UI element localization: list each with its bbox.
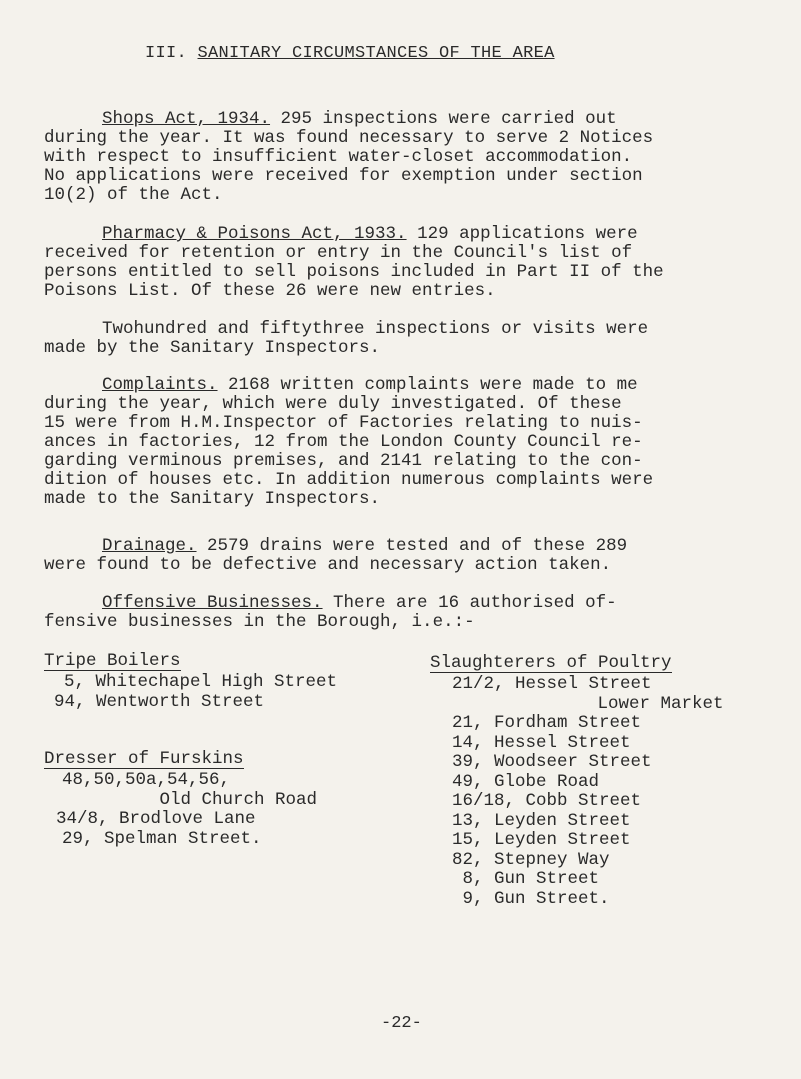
paragraph-line: persons entitled to sell poisons included in Part II of the: [44, 262, 664, 282]
tripe-boilers-list: [44, 652, 337, 712]
list-item: 82, Stepney Way: [452, 849, 610, 870]
furskins-list: [44, 750, 317, 849]
paragraph-line: made to the Sanitary Inspectors.: [44, 489, 381, 509]
section-title: [145, 44, 555, 63]
inspections-first-line: Twohundred and fiftythree inspections or visits were: [102, 319, 649, 339]
section-number: III.: [145, 44, 198, 63]
list-item: 34/8, Brodlove Lane: [56, 809, 256, 829]
poultry-heading: Slaughterers of Poultry: [430, 653, 672, 673]
complaints-first-line: Complaints. 2168 written complaints were made to me: [102, 375, 638, 395]
paragraph-line: fensive businesses in the Borough, i.e.:-: [44, 612, 475, 632]
shops-act-paragraph: [44, 110, 756, 205]
pharmacy-first-line: Pharmacy & Poisons Act, 1933. 129 applications were: [102, 224, 638, 244]
list-item: 5, Whitechapel High Street: [64, 672, 338, 692]
page-number: -22-: [381, 1014, 422, 1033]
offensive-paragraph: [44, 594, 756, 632]
offensive-heading: Offensive Businesses.: [102, 593, 323, 613]
shops-act-heading: Shops Act, 1934.: [102, 109, 271, 129]
complaints-heading: Complaints.: [102, 375, 218, 395]
paragraph-line: dition of houses etc. In addition numerous complaints were: [44, 470, 654, 490]
list-item: 39, Woodseer Street: [452, 752, 652, 772]
complaints-paragraph: [44, 376, 756, 509]
list-item: 29, Spelman Street.: [62, 828, 262, 849]
paragraph-line: were found to be defective and necessary action taken.: [44, 555, 612, 575]
paragraph-line: during the year. It was found necessary to serve 2 Notices: [44, 128, 654, 148]
paragraph-line: made by the Sanitary Inspectors.: [44, 338, 381, 358]
list-item: 49, Globe Road: [452, 771, 600, 792]
drainage-first-line: Drainage. 2579 drains were tested and of these 289: [102, 536, 628, 556]
list-item: 15, Leyden Street: [452, 830, 631, 850]
list-item: 21, Fordham Street: [452, 713, 642, 733]
list-item: 13, Leyden Street: [452, 810, 631, 831]
offensive-first-line: Offensive Businesses. There are 16 authorised of-: [102, 593, 617, 613]
paragraph-line: with respect to insufficient water-closet accommodation.: [44, 147, 633, 167]
list-item: 21/2, Hessel Street: [452, 674, 652, 694]
paragraph-line: Poisons List. Of these 26 were new entries.: [44, 281, 496, 301]
paragraph-line: 10(2) of the Act.: [44, 185, 223, 205]
paragraph-line: during the year, which were duly investigated. Of these: [44, 394, 622, 414]
paragraph-line: 15 were from H.M.Inspector of Factories relating to nuis-: [44, 413, 643, 433]
pharmacy-paragraph: [44, 225, 756, 301]
list-item: 14, Hessel Street: [452, 732, 631, 753]
drainage-paragraph: [44, 537, 756, 575]
paragraph-line: ances in factories, 12 from the London County Council re-: [44, 432, 643, 452]
list-item: 9, Gun Street.: [452, 888, 610, 909]
drainage-heading: Drainage.: [102, 536, 197, 556]
list-item: 8, Gun Street: [452, 869, 600, 889]
poultry-list: [430, 654, 724, 909]
list-item: Lower Market: [524, 693, 724, 714]
tripe-boilers-heading: Tripe Boilers: [44, 651, 181, 671]
paragraph-line: No applications were received for exemption under section: [44, 166, 643, 186]
list-item: 16/18, Cobb Street: [452, 791, 642, 811]
list-item: 94, Wentworth Street: [54, 691, 265, 712]
furskins-heading: Dresser of Furskins: [44, 749, 244, 769]
shops-act-first-line: Shops Act, 1934. 295 inspections were carried out: [102, 109, 617, 129]
list-item: 48,50,50a,54,56,: [62, 770, 231, 790]
section-heading: SANITARY CIRCUMSTANCES OF THE AREA: [197, 44, 555, 63]
paragraph-line: received for retention or entry in the Council's list of: [44, 243, 633, 263]
paragraph-line: garding verminous premises, and 2141 relating to the con-: [44, 451, 643, 471]
pharmacy-heading: Pharmacy & Poisons Act, 1933.: [102, 224, 407, 244]
inspections-paragraph: [44, 320, 756, 358]
list-item: Old Church Road: [128, 789, 318, 810]
